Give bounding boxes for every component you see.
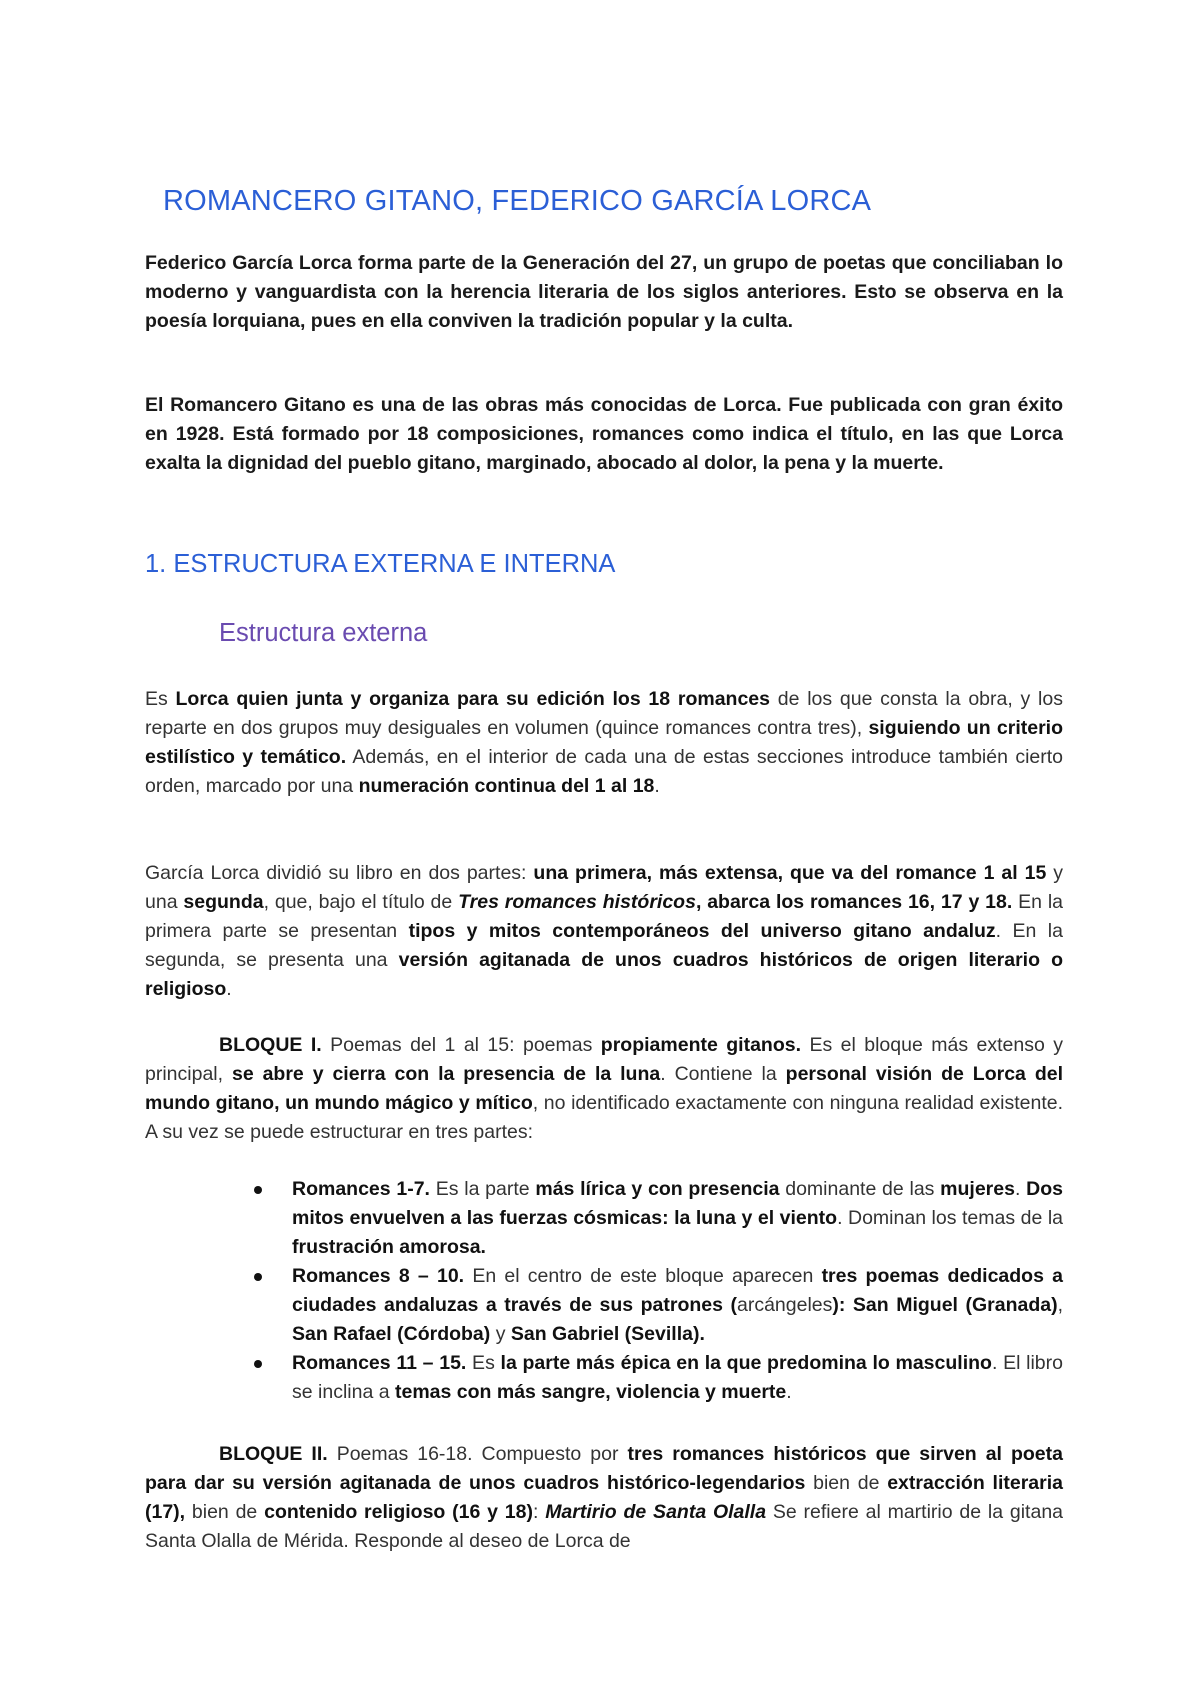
text-run: Se refiere al martirio de la gitana Santa Olalla de Mérida. Responde al deseo de Lorca de [145,1501,1064,1552]
text-run: . [1014,1178,1027,1200]
text-run-bold: se abre y cierra con la presencia de la luna [231,1063,661,1085]
text-run: Es [145,688,176,710]
external-structure-paragraph-2 [145,859,1063,1004]
text-run-bold: siguiendo un criterio estilístico y temático. [145,717,1063,768]
text-run: En la primera parte se presentan [145,891,1063,942]
text-run: Es la parte [429,1178,536,1200]
section-heading: 1. ESTRUCTURA EXTERNA E INTERNA [145,550,616,578]
text-run: y [490,1323,511,1345]
text-run: , que, bajo el título de [263,891,459,913]
text-run-bold: la parte más épica en la que predomina lo masculino [500,1352,992,1374]
text-run: Poemas 16-18. Compuesto por [327,1443,628,1465]
text-run-bold: ): San Miguel (Granada) [832,1294,1058,1316]
intro-paragraph-2: El Romancero Gitano es una de las obras más conocidas de Lorca. Fue publicada con gran éxito en 1928. Está formado por 18 composiciones, romances como indica el título, en las que Lorca exalta la dignidad del pueblo gitano, marginado, abocado al dolor, la pena y la muerte. [145,394,1063,474]
text-run: . En la segunda, se presenta una [145,920,1063,971]
text-run-bold: San Rafael (Córdoba) [292,1323,491,1345]
bullet-icon [254,1360,262,1368]
text-run: de los que consta la obra, y los reparte en dos grupos muy desiguales en volumen (quince romances contra tres), [145,688,1063,739]
bloque-2-paragraph [145,1440,1063,1556]
text-run: . El libro se inclina a [292,1352,1063,1403]
text-run-bold: Romances 11 – 15. [292,1352,467,1374]
text-run-bold: Lorca quien junta y organiza para su edición los 18 romances [175,688,770,710]
text-run: dominante de las [779,1178,941,1200]
text-run-bold: temas con más sangre, violencia y muerte [394,1381,787,1403]
bullet-icon [254,1186,262,1194]
text-run: Además, en el interior de cada una de estas secciones introduce también cierto orden, marcado por una [145,746,1063,797]
text-run: : [532,1501,546,1523]
text-run-bold: segunda [183,891,264,913]
text-run-bold: BLOQUE II. [219,1443,328,1465]
text-run: Es [466,1352,501,1374]
text-run-bold: numeración continua del 1 al 18 [358,775,655,797]
text-run-bold: versión agitanada de unos cuadros históricos de origen literario o religioso [145,949,1063,1000]
text-run: arcángeles [737,1294,833,1316]
text-run: , [1057,1294,1063,1316]
list-item [145,1262,1063,1349]
text-run: , no identificado exactamente con ninguna realidad existente. A su vez se puede estructurar en tres partes: [145,1092,1063,1143]
external-structure-paragraph-1 [145,685,1063,801]
text-run: . Dominan los temas de la [837,1207,1063,1229]
text-run: Es el bloque más extenso y principal, [145,1034,1063,1085]
document-title: ROMANCERO GITANO, FEDERICO GARCÍA LORCA [163,185,872,217]
text-run-bold: tipos y mitos contemporáneos del universo gitano andaluz [408,920,996,942]
text-run: En el centro de este bloque aparecen [464,1265,822,1287]
text-run-bold-italic: Tres romances históricos [458,891,696,913]
text-run: . [786,1381,792,1403]
section-subheading: Estructura externa [219,619,428,647]
text-run-bold: extracción literaria (17), [145,1472,1063,1523]
text-run: García Lorca dividió su libro en dos partes: [145,862,534,884]
text-run: Poemas del 1 al 15: poemas [321,1034,601,1056]
text-run-bold: mujeres [940,1178,1015,1200]
text-run-bold: , abarca los romances 16, 17 y 18. [695,891,1013,913]
text-run-bold: Romances 1-7. [292,1178,430,1200]
text-run-bold: BLOQUE I. [219,1034,322,1056]
text-run: bien de [805,1472,888,1494]
bullet-icon [254,1273,262,1281]
intro-paragraph-1: Federico García Lorca forma parte de la Generación del 27, un grupo de poetas que conciliaban lo moderno y vanguardista con la herencia literaria de los siglos anteriores. Esto se observa en la poesía lorquiana, pues en ella conviven la tradición popular y la culta. [145,252,1063,332]
list-item [145,1349,1063,1407]
bullet-list [145,1175,1063,1407]
text-run-bold: tres poemas dedicados a ciudades andaluzas a través de sus patrones ( [292,1265,1063,1316]
text-run: . [226,978,232,1000]
bloque-1-paragraph [145,1031,1063,1147]
list-item [145,1175,1063,1262]
text-run-bold: frustración amorosa. [292,1236,486,1258]
text-run-bold: contenido religioso (16 y 18) [264,1501,533,1523]
text-run: y una [145,862,1064,913]
text-run-bold: San Gabriel (Sevilla). [510,1323,705,1345]
text-run-bold: una primera, más extensa, que va del romance 1 al 15 [533,862,1047,884]
text-run-bold: Romances 8 – 10. [292,1265,465,1287]
text-run-bold: más lírica y con presencia [535,1178,780,1200]
text-run-bold: Dos mitos envuelven a las fuerzas cósmicas: la luna y el viento [292,1178,1063,1229]
text-run-bold-italic: Martirio de Santa Olalla [545,1501,767,1523]
text-run-bold: tres romances históricos que sirven al poeta para dar su versión agitanada de unos cuadros histórico-legendarios [145,1443,1063,1494]
text-run: . [654,775,660,797]
text-run-bold: personal visión de Lorca del mundo gitano, un mundo mágico y mítico [145,1063,1064,1114]
text-run-bold: propiamente gitanos. [600,1034,802,1056]
text-run: bien de [185,1501,265,1523]
text-run: . Contiene la [660,1063,786,1085]
